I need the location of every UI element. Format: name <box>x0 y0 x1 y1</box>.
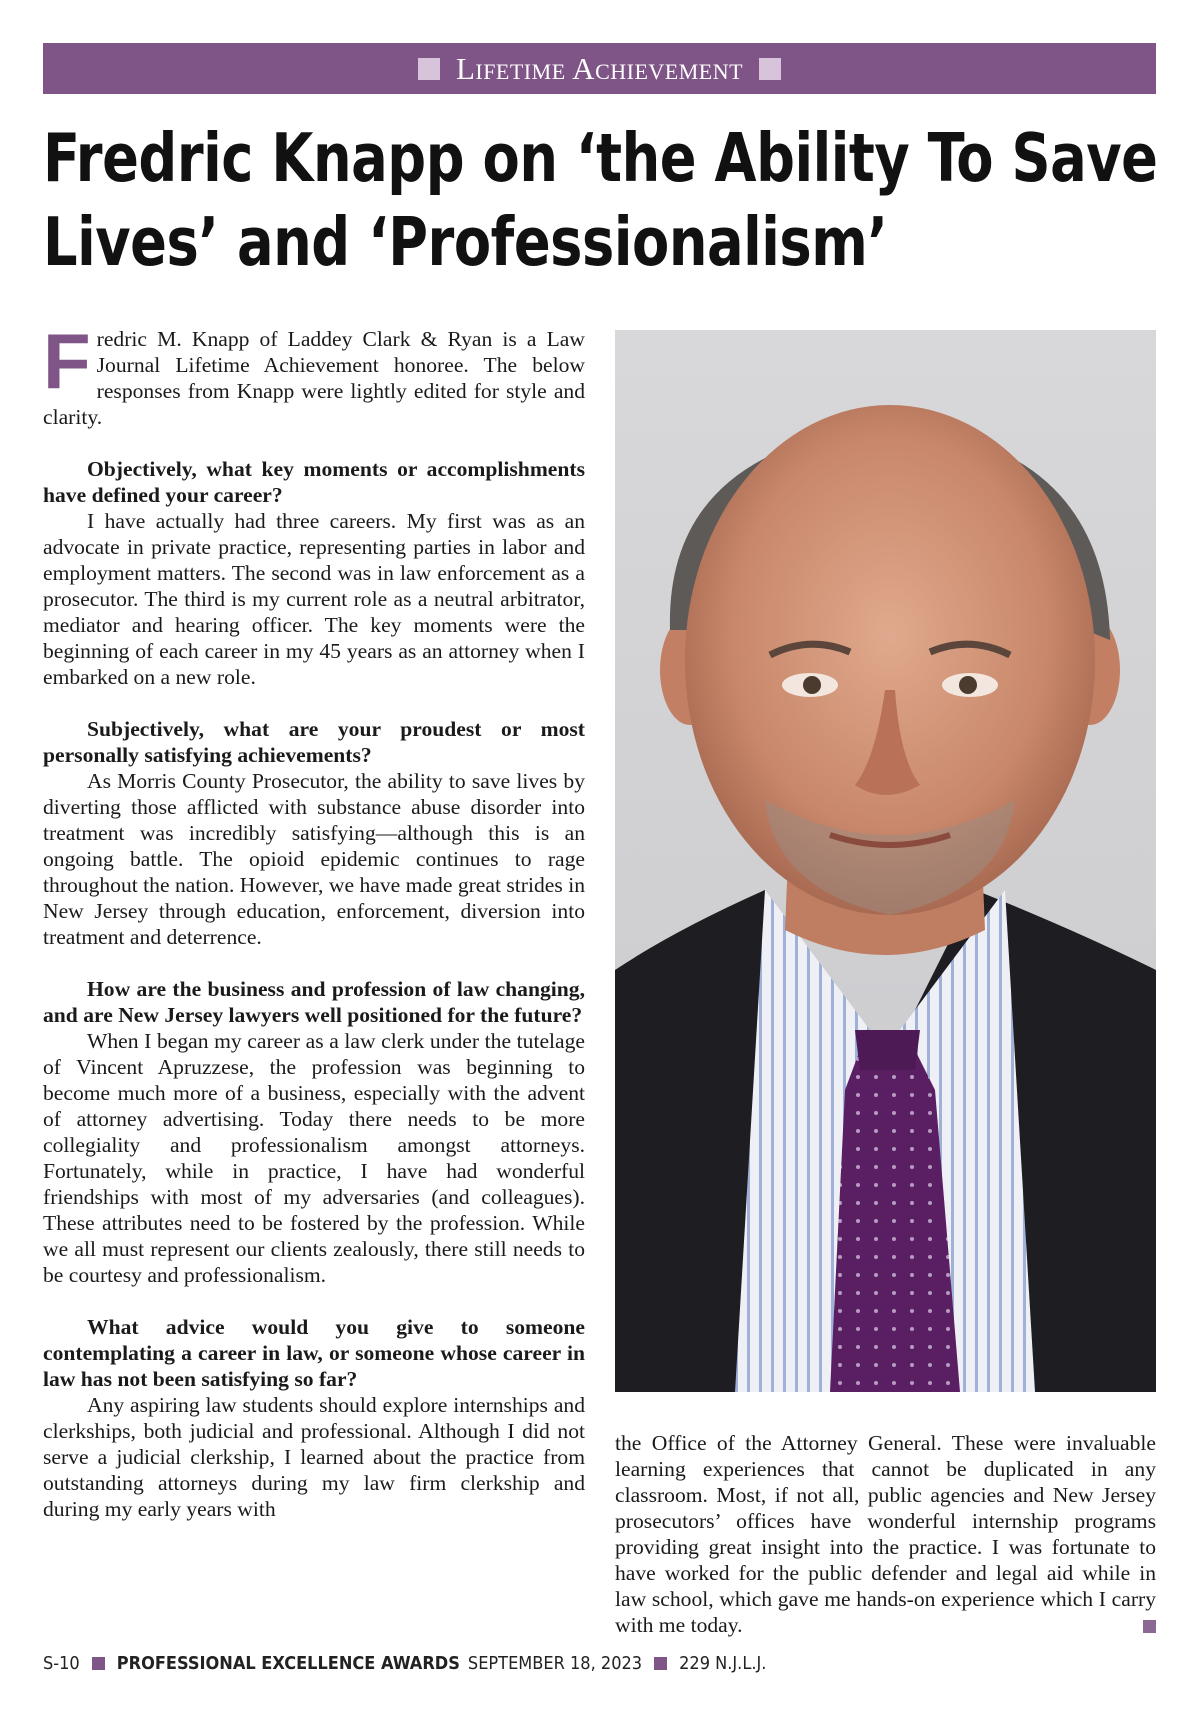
right-column <box>615 1430 1156 1638</box>
footer-date: SEPTEMBER 18, 2023 <box>467 1652 643 1674</box>
continuation-body: the Office of the Attorney General. These were invaluable learning experiences that cannot be duplicated in any classroom. Most, if not all, public agencies and New Jersey prosecutors’ offices have wonderful internship programs providing great insight into the practice. I was fortunate to have worked for the public defender and legal aid while in law school, which gave me hands-on experience which I carry with me today. <box>615 1431 1156 1637</box>
headline-line-2: Lives’ and ‘Professionalism’ <box>43 203 888 281</box>
drop-cap: F <box>43 317 91 405</box>
page-footer <box>43 1648 766 1678</box>
page-number: S-10 <box>43 1652 80 1674</box>
banner-square-left <box>418 58 440 80</box>
headline-line-1: Fredric Knapp on ‘the Ability To Save <box>43 119 1158 197</box>
banner-label: Lifetime Achievement <box>455 50 744 86</box>
portrait-illustration <box>615 330 1156 1392</box>
footer-square-2 <box>654 1657 667 1670</box>
article-headline <box>43 116 1158 284</box>
portrait-photo <box>615 330 1156 1392</box>
intro-paragraph <box>43 317 585 430</box>
question-1: Objectively, what key moments or accomplishments have defined your career? <box>43 457 585 507</box>
continuation-text <box>615 1430 1156 1638</box>
answer-3: When I began my career as a law clerk under the tutelage of Vincent Apruzzese, the profession was beginning to become much more of a business, especially with the advent of attorney advertising. Today there needs to be more collegiality and professionalism amongst attorneys. Fortunately, while in practice, I have had wonderful friendships with most of my adversaries (and colleagues). These attributes need to be fostered by the profession. While we all must represent our clients zealously, there still needs to be courtesy and professionalism. <box>43 1029 585 1287</box>
end-mark <box>1143 1620 1156 1633</box>
intro-text: redric M. Knapp of Laddey Clark & Ryan is a Law Journal Lifetime Achievement honoree. The below responses from Knapp were lightly edited for style and clarity. <box>43 327 585 429</box>
question-4: What advice would you give to someone contemplating a career in law, or someone whose career in law has not been satisfying so far? <box>43 1315 585 1391</box>
left-column <box>43 317 585 1522</box>
banner-square-right <box>759 58 781 80</box>
question-2: Subjectively, what are your proudest or most personally satisfying achievements? <box>43 717 585 767</box>
answer-1: I have actually had three careers. My first was as an advocate in private practice, representing parties in labor and employment matters. The second was in law enforcement as a prosecutor. The third is my current role as a neutral arbitrator, mediator and hearing officer. The key moments were the beginning of each career in my 45 years as an attorney when I embarked on a new role. <box>43 509 585 689</box>
section-banner <box>43 43 1156 94</box>
answer-2: As Morris County Prosecutor, the ability to save lives by diverting those afflicted with substance abuse disorder into treatment was incredibly satisfying—although this is an ongoing battle. The opioid epidemic continues to rage throughout the nation. However, we have made great strides in New Jersey through education, enforcement, diversion into treatment and deterrence. <box>43 769 585 949</box>
question-3: How are the business and profession of law changing, and are New Jersey lawyers well positioned for the future? <box>43 977 585 1027</box>
footer-square-1 <box>92 1657 105 1670</box>
footer-section: PROFESSIONAL EXCELLENCE AWARDS <box>116 1652 460 1674</box>
footer-volume: 229 N.J.L.J. <box>679 1652 767 1674</box>
answer-4: Any aspiring law students should explore internships and clerkships, both judicial and professional. Although I did not serve a judicial clerkship, I learned about the practice from outstanding attorneys during my law firm clerkship and during my early years with <box>43 1393 585 1521</box>
